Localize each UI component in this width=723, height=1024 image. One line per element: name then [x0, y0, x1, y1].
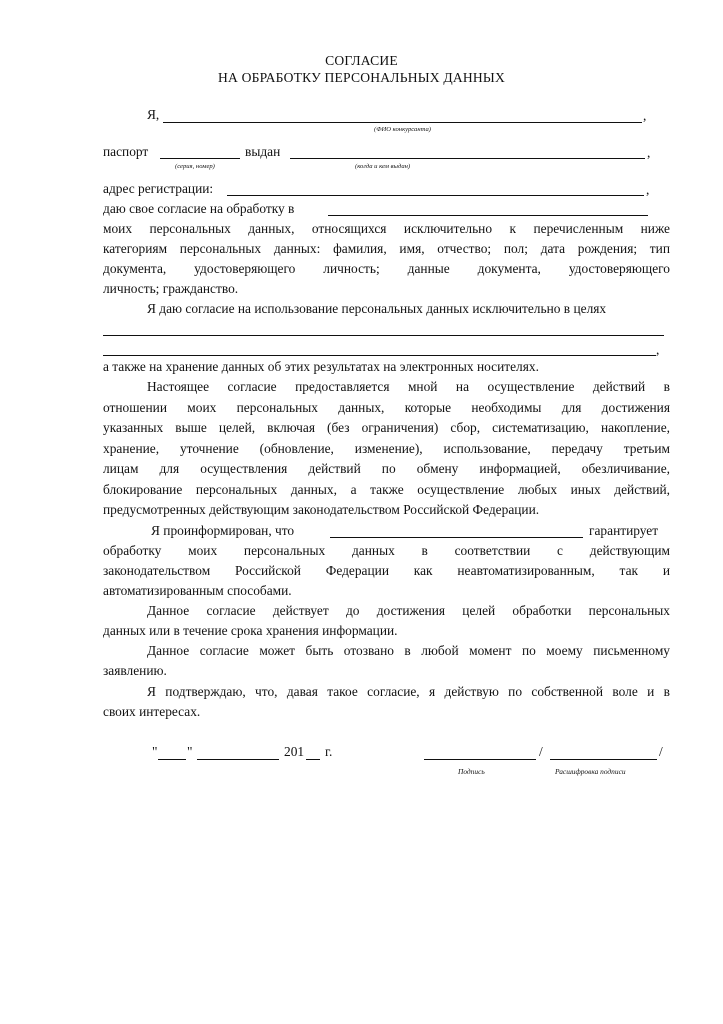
actions-text-line: Настоящее согласие предоставляется мной на осуществление действий в	[147, 379, 670, 394]
actions-text-line: отношении моих персональных данных, которые необходимы для достижения	[103, 400, 670, 415]
revoke-line: Данное согласие может быть отозвано в любой момент по моему письменному	[147, 643, 670, 658]
informed-text-line: законодательством Российской Федерации как неавтоматизированным, так и	[103, 563, 670, 578]
validity-line: Данное согласие действует до достижения целей обработки персональных	[147, 603, 670, 618]
signature-slash-1: /	[539, 744, 543, 759]
actions-text-last: предусмотренных действующим законодательством Российской Федерации.	[103, 502, 540, 517]
consent-text-last: личность; гражданство.	[103, 281, 239, 296]
purpose-field-2[interactable]	[103, 355, 656, 356]
consent-text-line: документа, удостоверяющего личность; данные документа, удостоверяющего	[103, 261, 670, 276]
consent-line: даю свое согласие на обработку в	[103, 201, 295, 216]
informed-start: Я проинформирован, что	[151, 523, 295, 538]
revoke-last: заявлению.	[103, 663, 167, 678]
date-year-prefix: 201	[284, 744, 305, 759]
signature-decode-field[interactable]	[550, 759, 657, 760]
series-caption: (серия, номер)	[175, 163, 215, 170]
address-comma: ,	[646, 182, 650, 197]
fio-field[interactable]	[163, 122, 642, 123]
purpose-line: Я даю согласие на использование персональных данных исключительно в целях	[147, 301, 607, 316]
informed-text-line: обработку моих персональных данных в соответствии с действующим	[103, 543, 670, 558]
passport-number-field[interactable]	[160, 158, 240, 159]
signature-field[interactable]	[424, 759, 536, 760]
informed-text-last: автоматизированным способами.	[103, 583, 292, 598]
address-label: адрес регистрации:	[103, 181, 214, 196]
organization-field[interactable]	[328, 215, 648, 216]
date-day-field[interactable]	[158, 759, 186, 760]
date-year-field[interactable]	[306, 759, 320, 760]
operator-field[interactable]	[330, 537, 583, 538]
document-title-line1: СОГЛАСИЕ	[325, 53, 398, 68]
issued-by-field[interactable]	[290, 158, 645, 159]
actions-text-line: лицам для осуществления действий по обмену информацией, обезличивание,	[103, 461, 670, 476]
consent-text-line: категориям персональных данных: фамилия, имя, отчество; пол; дата рождения; тип	[103, 241, 670, 256]
ya-label: Я,	[147, 107, 160, 122]
document-title-line2: НА ОБРАБОТКУ ПЕРСОНАЛЬНЫХ ДАННЫХ	[217, 70, 506, 85]
purpose-field-1[interactable]	[103, 335, 664, 336]
informed-end: гарантирует	[589, 523, 659, 538]
date-quote-close: "	[187, 744, 193, 759]
issued-label: выдан	[245, 144, 281, 159]
confirm-last: своих интересах.	[103, 704, 201, 719]
actions-text-line: указанных выше целей, включая (без ограничения) сбор, систематизацию, накопление,	[103, 420, 670, 435]
storage-line: а также на хранение данных об этих результатах на электронных носителях.	[103, 359, 539, 374]
fio-comma: ,	[643, 108, 647, 123]
validity-last: данных или в течение срока хранения информации.	[103, 623, 398, 638]
issued-caption: (когда и кем выдан)	[355, 163, 411, 170]
address-field[interactable]	[227, 195, 644, 196]
issued-comma: ,	[647, 145, 651, 160]
fio-caption: (ФИО конкурсанта)	[374, 126, 431, 133]
signature-slash-2: /	[659, 744, 663, 759]
consent-text-line: моих персональных данных, относящихся исключительно к перечисленным ниже	[103, 221, 670, 236]
purpose-comma: ,	[656, 342, 660, 357]
decode-caption: Расшифровка подписи	[555, 767, 626, 776]
date-quote-open: "	[152, 744, 158, 759]
signature-caption: Подпись	[458, 767, 485, 776]
confirm-line: Я подтверждаю, что, давая такое согласие, я действую по собственной воле и в	[147, 684, 670, 699]
actions-text-line: блокирование персональных данных, а также осуществление любых иных действий,	[103, 482, 670, 497]
actions-text-line: хранение, уточнение (обновление, изменение), использование, передачу третьим	[103, 441, 670, 456]
date-year-suffix: г.	[325, 744, 333, 759]
date-month-field[interactable]	[197, 759, 279, 760]
passport-label: паспорт	[103, 144, 149, 159]
